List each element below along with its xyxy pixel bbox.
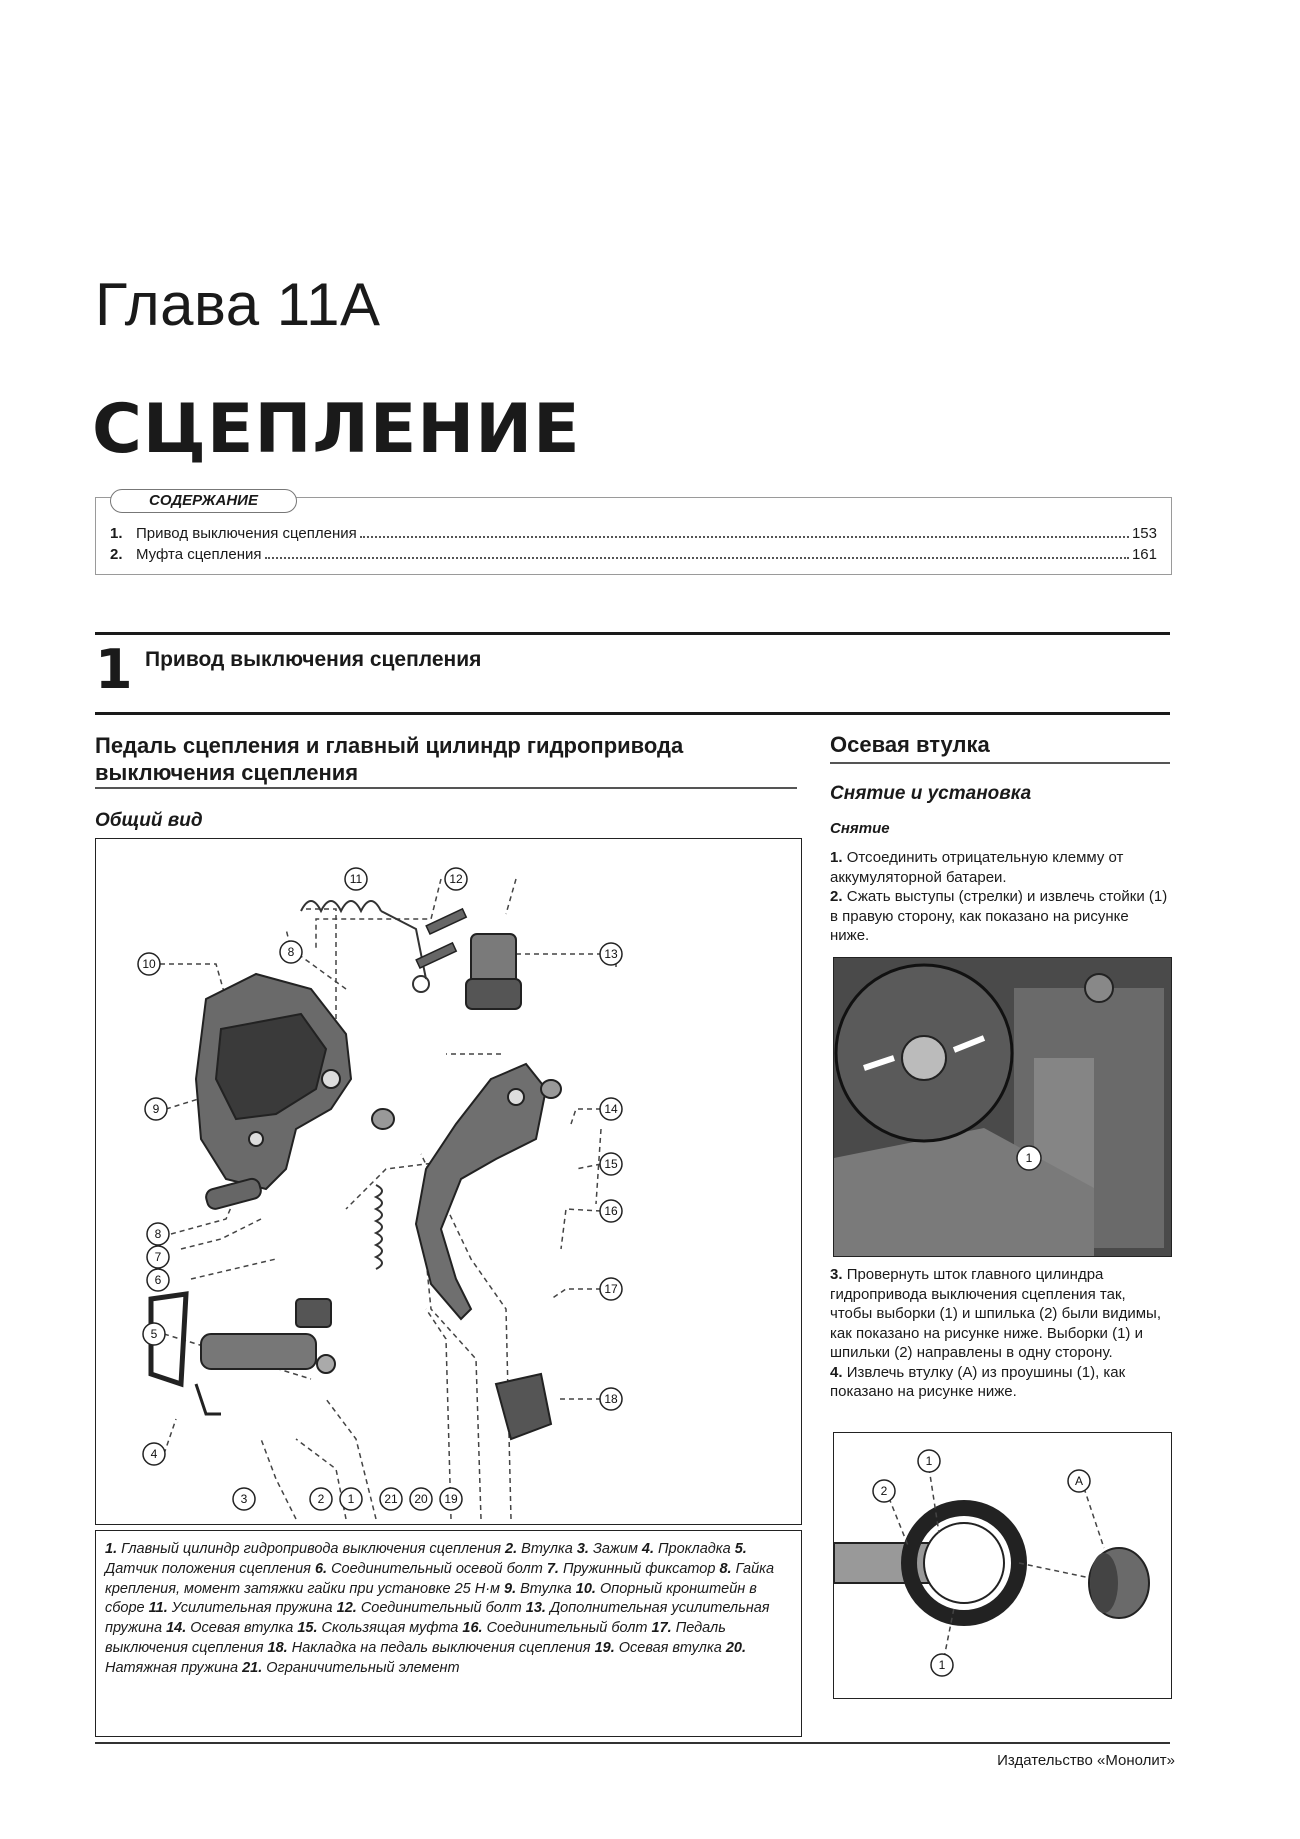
toc-heading: СОДЕРЖАНИЕ xyxy=(110,489,297,513)
caption-item-text: Соединительный осевой болт xyxy=(331,1560,547,1577)
axial-bushing-14 xyxy=(541,1080,561,1098)
fig2-callout-a: А xyxy=(1074,1474,1084,1488)
steps-block-a xyxy=(830,848,1170,946)
caption-item-text: Скользящая муфта xyxy=(321,1620,463,1637)
support-bracket xyxy=(196,974,351,1189)
caption-item-number: 20. xyxy=(725,1639,746,1656)
right-column-heading: Осевая втулка xyxy=(830,732,990,757)
right-subheading-2: Снятие xyxy=(830,820,890,837)
caption-item-number: 17. xyxy=(651,1620,676,1637)
caption-item-text: Прокладка xyxy=(658,1541,735,1557)
callout-16: 16 xyxy=(604,1204,618,1218)
auxiliary-spring-housing xyxy=(466,934,521,1009)
bushing-diagram xyxy=(834,1433,1171,1698)
caption-item-number: 4. xyxy=(641,1541,659,1557)
step-number: 4. xyxy=(830,1363,847,1381)
axial-bushing-19 xyxy=(372,1109,394,1129)
callout-2: 2 xyxy=(317,1492,325,1506)
callout-11: 11 xyxy=(349,872,363,886)
right-heading-underline xyxy=(830,762,1170,764)
page-title: СЦЕПЛЕНИЕ xyxy=(92,390,581,469)
toc-item[interactable] xyxy=(110,522,1157,542)
caption-item-text: Пружинный фиксатор xyxy=(562,1560,720,1577)
fig2-callout-1-top: 1 xyxy=(925,1454,933,1468)
callout-18: 18 xyxy=(604,1392,618,1406)
caption-item-number: 19. xyxy=(594,1639,619,1656)
section-number: 1 xyxy=(95,638,133,701)
callout-8: 8 xyxy=(287,945,295,959)
table-of-contents xyxy=(95,492,1172,575)
caption-item-text: Главный цилиндр гидропривода выключения сцепления xyxy=(121,1541,506,1557)
callout-7: 7 xyxy=(154,1250,162,1264)
step-item xyxy=(830,887,1170,946)
toc-item-label: Муфта сцепления xyxy=(136,546,262,563)
caption-item-number: 18. xyxy=(267,1639,292,1656)
caption-item-number: 2. xyxy=(505,1541,522,1557)
caption-item-text: Натяжная пружина xyxy=(105,1659,243,1676)
caption-item-text: Усилительная пружина xyxy=(171,1600,337,1617)
callout-3: 3 xyxy=(240,1492,248,1506)
footer-rule xyxy=(95,1742,1170,1744)
caption-item-text: Ограничительный элемент xyxy=(266,1659,460,1676)
step-item xyxy=(830,1363,1170,1402)
caption-item-text: Дополнительная усилительная пружина xyxy=(105,1600,770,1637)
step-text: Провернуть шток главного цилиндра гидропривода выключения сцепления так, чтобы выборки (1) и шпилька (2) были видимы, как показано на рисунке ниже. Выборки (1) и шпильки (2) направлены в одну сторону. xyxy=(830,1266,1161,1361)
caption-item-number: 12. xyxy=(336,1600,361,1617)
caption-item-number: 6. xyxy=(314,1560,332,1577)
boost-spring xyxy=(301,901,429,992)
callout-1: 1 xyxy=(347,1492,355,1506)
callout-8b: 8 xyxy=(154,1227,162,1241)
master-cylinder xyxy=(201,1299,335,1373)
step-text: Сжать выступы (стрелки) и извлечь стойки (1) в правую сторону, как показано на рисунке ниже. xyxy=(830,888,1168,944)
figure-caption xyxy=(105,1540,790,1679)
caption-item-text: Соединительный болт xyxy=(360,1600,526,1617)
caption-item-number: 10. xyxy=(575,1580,600,1597)
caption-item-number: 13. xyxy=(525,1600,550,1617)
caption-item-text: Втулка xyxy=(521,1541,577,1557)
fig2-callout-1-bottom: 1 xyxy=(938,1658,946,1672)
caption-item-number: 15. xyxy=(297,1620,322,1637)
toc-dots xyxy=(265,557,1129,559)
step-number: 1. xyxy=(830,849,847,866)
caption-item-text: Зажим xyxy=(592,1541,642,1557)
clutch-pedal xyxy=(416,1064,546,1319)
bushing-figure xyxy=(833,1432,1172,1699)
toc-item[interactable] xyxy=(110,543,1157,563)
callout-9: 9 xyxy=(152,1102,160,1116)
toc-dots xyxy=(360,536,1129,538)
caption-item-number: 1. xyxy=(105,1541,122,1557)
callout-12: 12 xyxy=(449,872,463,886)
callout-13: 13 xyxy=(604,947,618,961)
caption-item-text: Осевая втулка xyxy=(190,1620,298,1637)
caption-item-text: Гайка крепления, момент затяжки гайки при установке 25 Н·м xyxy=(105,1560,775,1597)
toc-item-page: 153 xyxy=(1131,525,1157,542)
left-subheading: Общий вид xyxy=(95,810,203,831)
toc-item-label: Привод выключения сцепления xyxy=(136,525,357,542)
caption-item-number: 14. xyxy=(166,1620,191,1637)
step-text: Отсоединить отрицательную клемму от аккумуляторной батареи. xyxy=(830,849,1124,886)
caption-item-number: 8. xyxy=(719,1560,736,1577)
callout-19: 19 xyxy=(444,1492,458,1506)
bolts-12 xyxy=(416,909,466,968)
toc-item-number: 1. xyxy=(110,525,123,542)
photo-illustration xyxy=(834,958,1171,1256)
caption-item-number: 7. xyxy=(546,1560,563,1577)
callout-17: 17 xyxy=(604,1282,618,1296)
section-top-rule xyxy=(95,632,1170,635)
removal-photo xyxy=(833,957,1172,1257)
step-number: 3. xyxy=(830,1266,847,1283)
clip xyxy=(196,1384,221,1414)
left-column-heading: Педаль сцепления и главный цилиндр гидропривода выключения сцепления xyxy=(95,733,684,785)
callout-10: 10 xyxy=(142,957,156,971)
caption-item-text: Соединительный болт xyxy=(486,1620,652,1637)
caption-item-text: Датчик положения сцепления xyxy=(105,1560,315,1577)
caption-item-number: 11. xyxy=(148,1600,172,1617)
toc-item-page: 161 xyxy=(1131,546,1157,563)
photo-callout-1: 1 xyxy=(1025,1151,1033,1165)
fig2-callout-2: 2 xyxy=(880,1484,888,1498)
callout-14: 14 xyxy=(604,1102,618,1116)
caption-item-number: 5. xyxy=(734,1541,747,1557)
steps-block-b xyxy=(830,1265,1170,1402)
caption-item-number: 16. xyxy=(462,1620,487,1637)
callout-21: 21 xyxy=(384,1492,398,1506)
left-heading-underline xyxy=(95,787,797,789)
caption-item-text: Осевая втулка xyxy=(618,1639,726,1656)
callout-15: 15 xyxy=(604,1157,618,1171)
step-item xyxy=(830,1265,1170,1363)
caption-item-number: 9. xyxy=(504,1580,521,1597)
step-text: Извлечь втулку (А) из проушины (1), как показано на рисунке ниже. xyxy=(830,1363,1126,1400)
publisher-footer: Издательство «Монолит» xyxy=(997,1752,1175,1769)
caption-item-text: Накладка на педаль выключения сцепления xyxy=(291,1639,595,1656)
section-title: Привод выключения сцепления xyxy=(145,648,482,671)
toc-item-number: 2. xyxy=(110,546,123,563)
caption-item-number: 21. xyxy=(242,1659,267,1676)
callout-6: 6 xyxy=(154,1273,162,1287)
caption-item-text: Втулка xyxy=(520,1580,576,1597)
callout-20: 20 xyxy=(414,1492,428,1506)
tension-spring xyxy=(376,1185,382,1269)
step-item xyxy=(830,848,1170,887)
right-subheading: Снятие и установка xyxy=(830,783,1032,804)
section-bottom-rule xyxy=(95,712,1170,715)
chapter-label: Глава 11А xyxy=(95,271,381,338)
caption-item-text: Опорный кронштейн в сборе xyxy=(105,1580,757,1617)
step-number: 2. xyxy=(830,888,847,905)
caption-item-number: 3. xyxy=(576,1541,593,1557)
pivot-bolt xyxy=(204,1177,262,1211)
callout-5: 5 xyxy=(150,1327,158,1341)
exploded-view-diagram xyxy=(96,839,801,1524)
pedal-assembly-figure xyxy=(95,838,802,1525)
callout-4: 4 xyxy=(150,1447,158,1461)
caption-item-text: Педаль выключения сцепления xyxy=(105,1620,726,1656)
pedal-pad xyxy=(496,1374,551,1439)
